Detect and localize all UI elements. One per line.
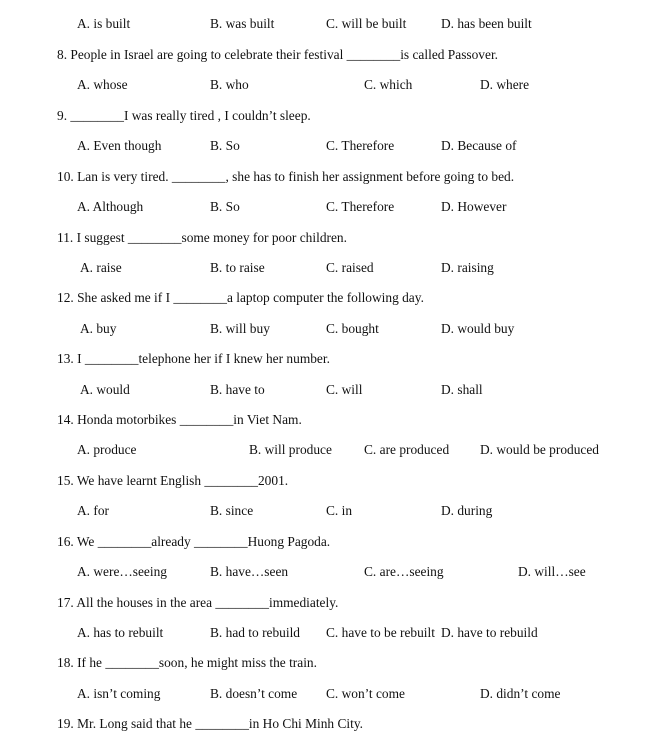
q9-option-a: A. Even though (77, 138, 162, 153)
q8-options (0, 76, 650, 94)
q10-option-a: A. Although (77, 199, 144, 214)
q17-option-c: C. have to be rebuilt (326, 625, 435, 640)
q15-option-d: D. during (441, 503, 493, 518)
q13-option-a: A. would (80, 382, 130, 397)
q18-option-b: B. doesn’t come (210, 686, 298, 701)
q16-option-a: A. were…seeing (77, 564, 167, 579)
q11-option-d: D. raising (441, 260, 494, 275)
q17-options (0, 624, 650, 642)
q15-text: 15. We have learnt English ________2001. (57, 473, 289, 488)
q8-option-a: A. whose (77, 77, 128, 92)
q15-stem (0, 472, 650, 490)
q11-options (0, 259, 650, 277)
q12-stem (0, 289, 650, 307)
q17-text: 17. All the houses in the area ________immediately. (57, 595, 339, 610)
q15-option-a: A. for (77, 503, 109, 518)
q18-option-c: C. won’t come (326, 686, 405, 701)
q17-option-a: A. has to rebuilt (77, 625, 164, 640)
q17-stem (0, 594, 650, 612)
q11-option-c: C. raised (326, 260, 374, 275)
q15-option-b: B. since (210, 503, 254, 518)
q14-option-d: D. would be produced (480, 442, 599, 457)
q8-option-c: C. which (364, 77, 413, 92)
q9-options (0, 137, 650, 155)
q8-text: 8. People in Israel are going to celebrate their festival ________is called Passover. (57, 47, 499, 62)
q14-option-b: B. will produce (249, 442, 332, 457)
q9-option-c: C. Therefore (326, 138, 395, 153)
q12-options (0, 320, 650, 338)
q9-option-d: D. Because of (441, 138, 517, 153)
q18-text: 18. If he ________soon, he might miss the train. (57, 655, 317, 670)
q7-option-a: A. is built (77, 16, 131, 31)
q14-text: 14. Honda motorbikes ________in Viet Nam. (57, 412, 302, 427)
q12-text: 12. She asked me if I ________a laptop computer the following day. (57, 290, 424, 305)
q15-option-c: C. in (326, 503, 353, 518)
q10-option-b: B. So (210, 199, 240, 214)
q13-option-d: D. shall (441, 382, 483, 397)
q9-text: 9. ________I was really tired , I couldn’t sleep. (57, 108, 311, 123)
q17-option-b: B. had to rebuild (210, 625, 301, 640)
q18-stem (0, 654, 650, 672)
q16-option-c: C. are…seeing (364, 564, 444, 579)
q16-options (0, 563, 650, 581)
q14-stem (0, 411, 650, 429)
q14-options (0, 441, 650, 459)
q12-option-c: C. bought (326, 321, 379, 336)
q12-option-a: A. buy (80, 321, 117, 336)
q8-option-d: D. where (480, 77, 530, 92)
q12-option-d: D. would buy (441, 321, 515, 336)
q12-option-b: B. will buy (210, 321, 270, 336)
q10-options (0, 198, 650, 216)
q13-options (0, 381, 650, 399)
q10-option-d: D. However (441, 199, 507, 214)
q10-text: 10. Lan is very tired. ________, she has to finish her assignment before going to bed. (57, 169, 515, 184)
q8-stem (0, 46, 650, 64)
q18-options (0, 685, 650, 703)
q16-text: 16. We ________already ________Huong Pagoda. (57, 534, 331, 549)
q16-option-d: D. will…see (518, 564, 586, 579)
q7-option-d: D. has been built (441, 16, 532, 31)
q10-option-c: C. Therefore (326, 199, 395, 214)
q15-options (0, 502, 650, 520)
q8-option-b: B. who (210, 77, 249, 92)
q11-text: 11. I suggest ________some money for poor children. (57, 230, 347, 245)
q7-option-c: C. will be built (326, 16, 407, 31)
q13-option-c: C. will (326, 382, 363, 397)
q11-option-a: A. raise (80, 260, 122, 275)
q13-option-b: B. have to (210, 382, 265, 397)
q19-stem (0, 715, 650, 733)
q7-option-b: B. was built (210, 16, 275, 31)
q13-text: 13. I ________telephone her if I knew her number. (57, 351, 330, 366)
q18-option-d: D. didn’t come (480, 686, 561, 701)
q13-stem (0, 350, 650, 368)
q9-stem (0, 107, 650, 125)
q9-option-b: B. So (210, 138, 240, 153)
q18-option-a: A. isn’t coming (77, 686, 161, 701)
q16-option-b: B. have…seen (210, 564, 289, 579)
q14-option-a: A. produce (77, 442, 137, 457)
q10-stem (0, 168, 650, 186)
q19-text: 19. Mr. Long said that he ________in Ho Chi Minh City. (57, 716, 363, 731)
q17-option-d: D. have to rebuild (441, 625, 538, 640)
q11-option-b: B. to raise (210, 260, 265, 275)
q7-options (0, 15, 650, 33)
q14-option-c: C. are produced (364, 442, 450, 457)
q11-stem (0, 229, 650, 247)
q16-stem (0, 533, 650, 551)
